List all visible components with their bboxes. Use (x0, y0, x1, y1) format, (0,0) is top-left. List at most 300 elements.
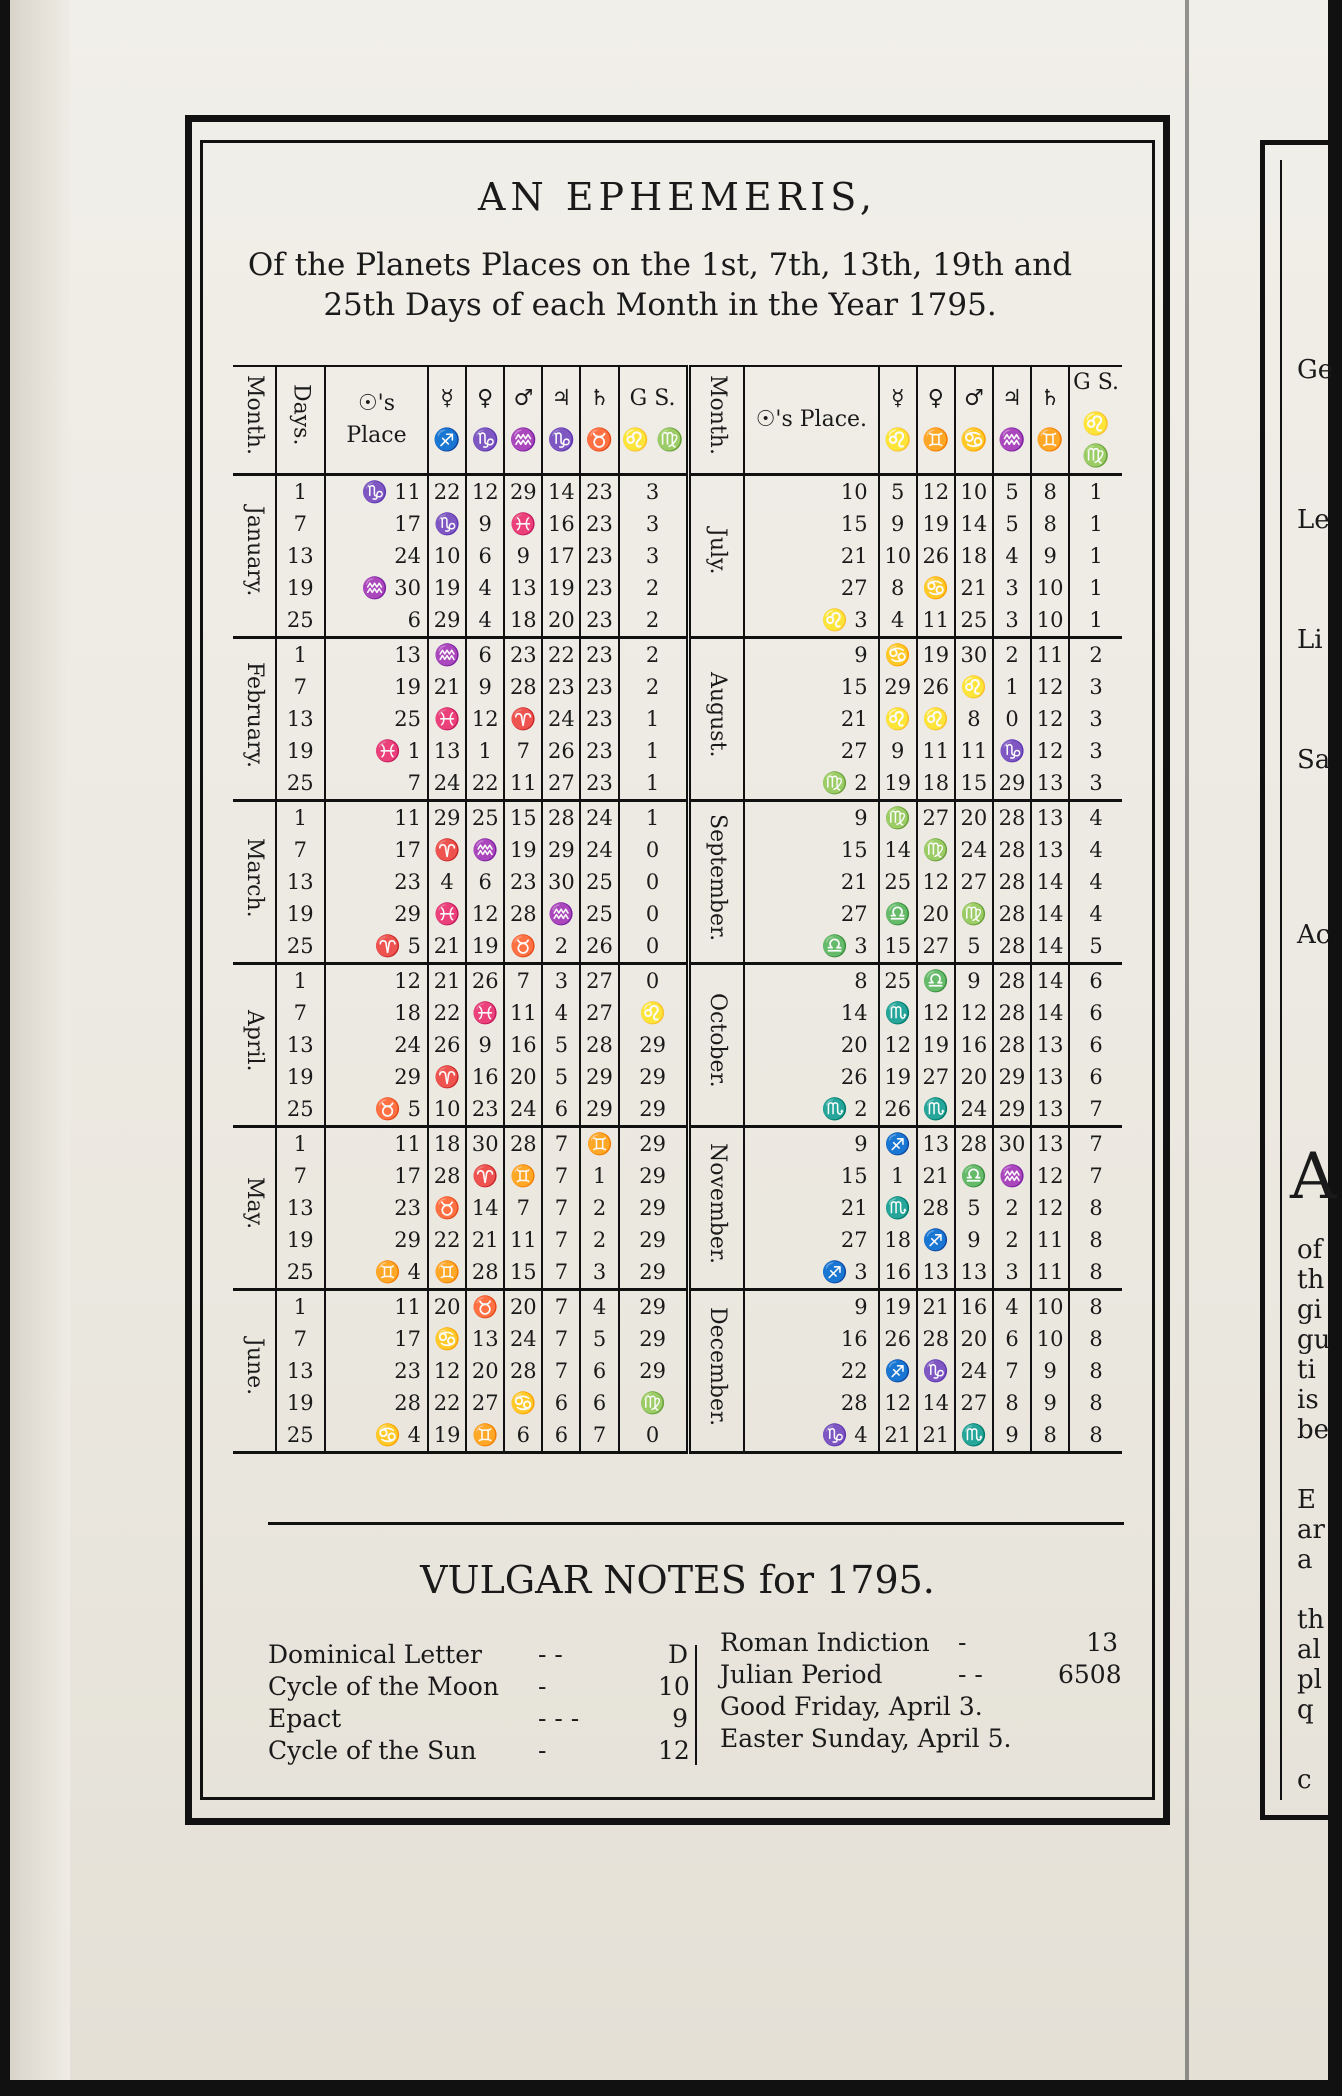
gs-value-right: 4 (1069, 834, 1122, 866)
gs-value-right: 1 (1069, 604, 1122, 638)
planet-value-right: ♎ (879, 898, 917, 930)
planet-value: 4 (466, 572, 504, 604)
planet-value-right: 9 (955, 1224, 993, 1256)
adjacent-page-fragment: ar (1297, 1515, 1325, 1545)
planet-value-right: 4 (993, 540, 1031, 572)
table-row (233, 997, 1122, 1029)
planet-value: 19 (428, 572, 466, 604)
gs-value-right: 8 (1069, 1323, 1122, 1355)
planet-value: ♓ (504, 508, 542, 540)
planet-value-right: ♒ (993, 1160, 1031, 1192)
planet-value: 7 (542, 1192, 580, 1224)
planet-value-right: 20 (955, 1061, 993, 1093)
sun-place-cell: ♒ 30 (325, 572, 428, 604)
note-label: Cycle of the Moon (268, 1672, 499, 1701)
planet-value: 23 (580, 735, 618, 767)
table-row (233, 1290, 1122, 1324)
planet-value-right: 30 (993, 1127, 1031, 1161)
planet-value: 6 (466, 540, 504, 572)
planet-value-right: 13 (917, 1127, 955, 1161)
month-name-left: March. (233, 801, 276, 964)
planet-value-right: 28 (917, 1192, 955, 1224)
planet-value: 27 (542, 767, 580, 801)
planet-value: 28 (504, 1355, 542, 1387)
header-gs: G S. ♌ ♍ (619, 366, 689, 475)
planet-value: 7 (542, 1160, 580, 1192)
planet-value: 25 (580, 866, 618, 898)
page-subtitle: Of the Planets Places on the 1st, 7th, 13th, 19th and 25th Days of each Month in the Year 1795. (247, 247, 1073, 323)
planet-value: 7 (504, 735, 542, 767)
header-days: Days. (276, 366, 325, 475)
table-row (233, 767, 1122, 801)
table-row (233, 1256, 1122, 1290)
planet-value-right: 16 (879, 1256, 917, 1290)
sun-place-cell: 17 (325, 508, 428, 540)
planet-value-right: ♏ (879, 997, 917, 1029)
adjacent-page-fragment: Ge (1297, 355, 1334, 385)
gs-value: 1 (619, 767, 689, 801)
planet-value-right: 9 (879, 735, 917, 767)
planet-value-right: 29 (879, 671, 917, 703)
planet-value: 6 (542, 1093, 580, 1127)
planet-value-right: 30 (955, 638, 993, 672)
header-planet: ♃ ♑ (542, 366, 580, 475)
header-planet: ♄ ♉ (580, 366, 618, 475)
gs-value: 29 (619, 1093, 689, 1127)
planet-value: ♈ (466, 1160, 504, 1192)
sun-place-cell: 17 (325, 834, 428, 866)
gs-value-right: 1 (1069, 540, 1122, 572)
planet-value: 13 (428, 735, 466, 767)
sun-place-cell-right: 15 (744, 1160, 879, 1192)
planet-value-right: 15 (879, 930, 917, 964)
gs-value-right: 1 (1069, 475, 1122, 509)
planet-value-right: 12 (879, 1387, 917, 1419)
planet-value-right: 12 (917, 997, 955, 1029)
planet-value: 26 (428, 1029, 466, 1061)
vulgar-notes-title: VULGAR NOTES for 1795. (420, 1558, 935, 1602)
planet-value: ♊ (580, 1127, 618, 1161)
table-row (233, 703, 1122, 735)
sun-place-cell: ♉ 5 (325, 1093, 428, 1127)
gs-value: 3 (619, 540, 689, 572)
planet-value-right: 14 (1031, 997, 1069, 1029)
planet-value: 23 (580, 572, 618, 604)
planet-value-right: 24 (955, 834, 993, 866)
planet-value: 16 (542, 508, 580, 540)
planet-value-right: 28 (993, 930, 1031, 964)
sun-place-cell: 19 (325, 671, 428, 703)
planet-value: ♓ (428, 703, 466, 735)
planet-value-right: ♏ (955, 1419, 993, 1453)
planet-value: 6 (542, 1387, 580, 1419)
day-cell: 13 (276, 540, 325, 572)
gs-value: 29 (619, 1256, 689, 1290)
sun-place-cell-right: ♍ 2 (744, 767, 879, 801)
gs-value: 0 (619, 964, 689, 998)
planet-value-right: 21 (917, 1419, 955, 1453)
page-title: AN EPHEMERIS, (478, 175, 877, 219)
table-row (233, 1093, 1122, 1127)
planet-value-right: 12 (917, 475, 955, 509)
planet-value: 20 (504, 1290, 542, 1324)
planet-value: 28 (428, 1160, 466, 1192)
planet-value-right: 19 (917, 1029, 955, 1061)
planet-value: 2 (542, 930, 580, 964)
note-label-right: Good Friday, April 3. (720, 1692, 983, 1721)
sun-place-cell-right: 27 (744, 898, 879, 930)
planet-value: 28 (580, 1029, 618, 1061)
planet-value-right: 14 (1031, 964, 1069, 998)
planet-value: 15 (504, 1256, 542, 1290)
adjacent-page-fragment: A (1290, 1140, 1337, 1214)
sun-place-cell: ♑ 11 (325, 475, 428, 509)
planet-value-right: 21 (917, 1160, 955, 1192)
planet-value: 7 (542, 1224, 580, 1256)
sun-place-cell: 12 (325, 964, 428, 998)
planet-value: 1 (580, 1160, 618, 1192)
planet-value-right: 10 (879, 540, 917, 572)
planet-value-right: 8 (1031, 1419, 1069, 1453)
day-cell: 25 (276, 604, 325, 638)
day-cell: 7 (276, 508, 325, 540)
planet-value-right: 9 (1031, 1387, 1069, 1419)
planet-value: 30 (542, 866, 580, 898)
planet-value-right: 28 (993, 801, 1031, 835)
planet-value: 11 (504, 1224, 542, 1256)
planet-value-right: 4 (879, 604, 917, 638)
planet-value: 28 (466, 1256, 504, 1290)
planet-value-right: ♍ (917, 834, 955, 866)
planet-value-right: 8 (879, 572, 917, 604)
day-cell: 19 (276, 1387, 325, 1419)
sun-place-cell-right: 27 (744, 1224, 879, 1256)
planet-value: 23 (580, 475, 618, 509)
gs-value-right: 7 (1069, 1127, 1122, 1161)
gs-value: 2 (619, 572, 689, 604)
planet-value-right: ♋ (879, 638, 917, 672)
planet-value: ♑ (428, 508, 466, 540)
day-cell: 1 (276, 1127, 325, 1161)
planet-value: 10 (428, 1093, 466, 1127)
table-row (233, 1387, 1122, 1419)
adjacent-page-fragment: a (1297, 1545, 1313, 1575)
planet-value-right: ♑ (917, 1355, 955, 1387)
sun-place-cell-right: 16 (744, 1323, 879, 1355)
gs-value-right: 8 (1069, 1387, 1122, 1419)
planet-value-right: ♎ (917, 964, 955, 998)
planet-value-right: 7 (993, 1355, 1031, 1387)
planet-value-right: 28 (993, 866, 1031, 898)
planet-value: ♉ (466, 1290, 504, 1324)
gs-value-right: 7 (1069, 1160, 1122, 1192)
sun-place-cell: 17 (325, 1160, 428, 1192)
table-row (233, 604, 1122, 638)
planet-value: 22 (428, 1224, 466, 1256)
note-dash-right: - (958, 1628, 967, 1657)
table-row (233, 898, 1122, 930)
gs-value-right: 3 (1069, 735, 1122, 767)
planet-value-right: 15 (955, 767, 993, 801)
day-cell: 7 (276, 671, 325, 703)
sun-place-cell: 11 (325, 801, 428, 835)
gs-value: ♍ (619, 1387, 689, 1419)
day-cell: 1 (276, 1290, 325, 1324)
gs-value: 29 (619, 1290, 689, 1324)
month-name-right: September. (688, 801, 744, 964)
planet-value: 24 (542, 703, 580, 735)
planet-value: 29 (580, 1061, 618, 1093)
planet-value: ♊ (428, 1256, 466, 1290)
planet-value-right: 11 (1031, 1224, 1069, 1256)
planet-value-right: 28 (955, 1127, 993, 1161)
planet-value-right: 9 (879, 508, 917, 540)
table-row (233, 1029, 1122, 1061)
planet-value: 29 (428, 604, 466, 638)
gs-value-right: 8 (1069, 1355, 1122, 1387)
planet-value: 25 (466, 801, 504, 835)
planet-value: 16 (504, 1029, 542, 1061)
adjacent-page-fragment: th (1297, 1605, 1325, 1635)
planet-value: 24 (428, 767, 466, 801)
planet-value: 23 (580, 767, 618, 801)
sun-place-cell-right: 21 (744, 540, 879, 572)
planet-value-right: 6 (993, 1323, 1031, 1355)
header-month-right: Month. (688, 366, 744, 475)
planet-value: 29 (580, 1093, 618, 1127)
gs-value-right: 6 (1069, 997, 1122, 1029)
sun-place-cell-right: ♌ 3 (744, 604, 879, 638)
adjacent-page-fragment: gi (1297, 1295, 1322, 1325)
gs-value-right: 6 (1069, 1061, 1122, 1093)
sun-place-cell: 11 (325, 1127, 428, 1161)
table-row (233, 508, 1122, 540)
table-row (233, 1192, 1122, 1224)
planet-value-right: 28 (993, 1029, 1031, 1061)
sun-place-cell: 18 (325, 997, 428, 1029)
planet-value: 14 (542, 475, 580, 509)
table-row (233, 1127, 1122, 1161)
planet-value: 13 (466, 1323, 504, 1355)
note-value-right: 13 (1086, 1628, 1118, 1657)
planet-value: 12 (466, 703, 504, 735)
planet-value-right: 8 (955, 703, 993, 735)
adjacent-page-fragment: E (1297, 1485, 1316, 1515)
sun-place-cell-right: ♐ 3 (744, 1256, 879, 1290)
planet-value-right: 29 (993, 1093, 1031, 1127)
planet-value-right: 10 (1031, 1290, 1069, 1324)
day-cell: 19 (276, 1061, 325, 1093)
gs-value-right: 6 (1069, 964, 1122, 998)
notes-divider (695, 1645, 697, 1765)
planet-value-right: 14 (917, 1387, 955, 1419)
planet-value: 28 (504, 1127, 542, 1161)
planet-value: 23 (504, 638, 542, 672)
sun-place-cell-right: 27 (744, 572, 879, 604)
planet-value-right: 2 (993, 1192, 1031, 1224)
planet-value-right: 11 (955, 735, 993, 767)
gs-value-right: 2 (1069, 638, 1122, 672)
planet-value-right: 21 (879, 1419, 917, 1453)
gs-value: 0 (619, 866, 689, 898)
sun-place-cell: 6 (325, 604, 428, 638)
sun-place-cell: ♓ 1 (325, 735, 428, 767)
planet-value-right: 11 (1031, 638, 1069, 672)
sun-place-cell-right: 10 (744, 475, 879, 509)
gs-value: 2 (619, 671, 689, 703)
planet-value: 28 (504, 898, 542, 930)
day-cell: 25 (276, 767, 325, 801)
planet-value: 5 (542, 1061, 580, 1093)
gs-value: 29 (619, 1127, 689, 1161)
sun-place-cell: 29 (325, 1061, 428, 1093)
planet-value: 19 (504, 834, 542, 866)
note-value-right: 6508 (1058, 1660, 1122, 1689)
planet-value: 20 (542, 604, 580, 638)
planet-value-right: 18 (917, 767, 955, 801)
note-label-right: Easter Sunday, April 5. (720, 1724, 1012, 1753)
planet-value: 24 (580, 801, 618, 835)
planet-value-right: 27 (955, 866, 993, 898)
planet-value: ♈ (428, 1061, 466, 1093)
planet-value-right: 0 (993, 703, 1031, 735)
planet-value: 2 (580, 1192, 618, 1224)
planet-value-right: 10 (1031, 1323, 1069, 1355)
planet-value-right: 8 (1031, 475, 1069, 509)
planet-value: 21 (428, 930, 466, 964)
sun-place-cell: ♈ 5 (325, 930, 428, 964)
sun-place-cell-right: 9 (744, 1290, 879, 1324)
day-cell: 13 (276, 1029, 325, 1061)
table-row (233, 735, 1122, 767)
table-row (233, 866, 1122, 898)
planet-value: 6 (466, 638, 504, 672)
planet-value: 25 (580, 898, 618, 930)
note-value: 9 (672, 1704, 688, 1733)
planet-value: 26 (542, 735, 580, 767)
table-row (233, 572, 1122, 604)
sun-place-cell: 29 (325, 1224, 428, 1256)
planet-value-right: 10 (1031, 604, 1069, 638)
gs-value: 0 (619, 930, 689, 964)
sun-place-cell-right: 15 (744, 671, 879, 703)
planet-value-right: 5 (993, 475, 1031, 509)
planet-value: ♒ (542, 898, 580, 930)
gs-value: 3 (619, 508, 689, 540)
gs-value: 29 (619, 1029, 689, 1061)
gs-value-right: 3 (1069, 703, 1122, 735)
planet-value: 7 (504, 1192, 542, 1224)
sun-place-cell: ♊ 4 (325, 1256, 428, 1290)
day-cell: 13 (276, 866, 325, 898)
sun-place-cell-right: 20 (744, 1029, 879, 1061)
gs-value-right: 8 (1069, 1192, 1122, 1224)
note-dash-right: - - (958, 1660, 983, 1689)
planet-value: 3 (580, 1256, 618, 1290)
gs-value-right: 1 (1069, 508, 1122, 540)
header-planet-right: ♃ ♒ (993, 366, 1031, 475)
adjacent-page-fragment: th (1297, 1265, 1325, 1295)
planet-value: ♊ (504, 1160, 542, 1192)
planet-value-right: 13 (917, 1256, 955, 1290)
sun-place-cell: ♋ 4 (325, 1419, 428, 1453)
ephemeris-table (233, 365, 1122, 1454)
planet-value-right: ♐ (879, 1355, 917, 1387)
day-cell: 25 (276, 1093, 325, 1127)
planet-value-right: 9 (1031, 540, 1069, 572)
day-cell: 7 (276, 1160, 325, 1192)
planet-value: 21 (428, 964, 466, 998)
header-planet: ♂ ♒ (504, 366, 542, 475)
planet-value: 20 (428, 1290, 466, 1324)
planet-value: 5 (580, 1323, 618, 1355)
header-sun-place-right: ☉'s Place. (744, 366, 879, 475)
planet-value-right: 26 (879, 1093, 917, 1127)
planet-value-right: 13 (1031, 1061, 1069, 1093)
adjacent-page-fragment: q (1297, 1695, 1314, 1725)
adjacent-page-fragment: ti (1297, 1355, 1316, 1385)
planet-value-right: 5 (955, 930, 993, 964)
note-dash: - (538, 1736, 547, 1765)
planet-value: 9 (466, 671, 504, 703)
planet-value: 4 (428, 866, 466, 898)
gs-value-right: 4 (1069, 866, 1122, 898)
planet-value: ♒ (466, 834, 504, 866)
planet-value-right: 20 (917, 898, 955, 930)
planet-value: 24 (580, 834, 618, 866)
note-dash: - (538, 1672, 547, 1701)
planet-value: 7 (542, 1256, 580, 1290)
planet-value: 28 (504, 671, 542, 703)
planet-value-right: 12 (1031, 703, 1069, 735)
planet-value: 22 (428, 475, 466, 509)
planet-value-right: 21 (917, 1290, 955, 1324)
planet-value-right: 29 (993, 1061, 1031, 1093)
sun-place-cell: 17 (325, 1323, 428, 1355)
planet-value: 18 (504, 604, 542, 638)
day-cell: 19 (276, 572, 325, 604)
planet-value-right: 1 (879, 1160, 917, 1192)
planet-value-right: 27 (917, 1061, 955, 1093)
header-gs-right: G S. ♌ ♍ (1069, 366, 1122, 475)
note-label: Cycle of the Sun (268, 1736, 477, 1765)
planet-value: 7 (580, 1419, 618, 1453)
planet-value-right: 2 (993, 638, 1031, 672)
planet-value-right: 19 (879, 1290, 917, 1324)
planet-value: 12 (466, 898, 504, 930)
sun-place-cell-right: 21 (744, 1192, 879, 1224)
planet-value: 11 (504, 997, 542, 1029)
table-row (233, 475, 1122, 509)
sun-place-cell: 28 (325, 1387, 428, 1419)
planet-value-right: 12 (879, 1029, 917, 1061)
planet-value-right: 12 (1031, 1160, 1069, 1192)
planet-value: 19 (542, 572, 580, 604)
adjacent-page-fragment: Le (1297, 505, 1330, 535)
planet-value-right: 9 (1031, 1355, 1069, 1387)
planet-value: 23 (580, 540, 618, 572)
planet-value-right: 19 (879, 767, 917, 801)
planet-value-right: 5 (879, 475, 917, 509)
planet-value-right: 14 (879, 834, 917, 866)
planet-value-right: 14 (1031, 930, 1069, 964)
planet-value-right: 24 (955, 1355, 993, 1387)
sun-place-cell: 7 (325, 767, 428, 801)
planet-value-right: 1 (993, 671, 1031, 703)
planet-value-right: 5 (955, 1192, 993, 1224)
day-cell: 7 (276, 1323, 325, 1355)
gs-value: ♌ (619, 997, 689, 1029)
